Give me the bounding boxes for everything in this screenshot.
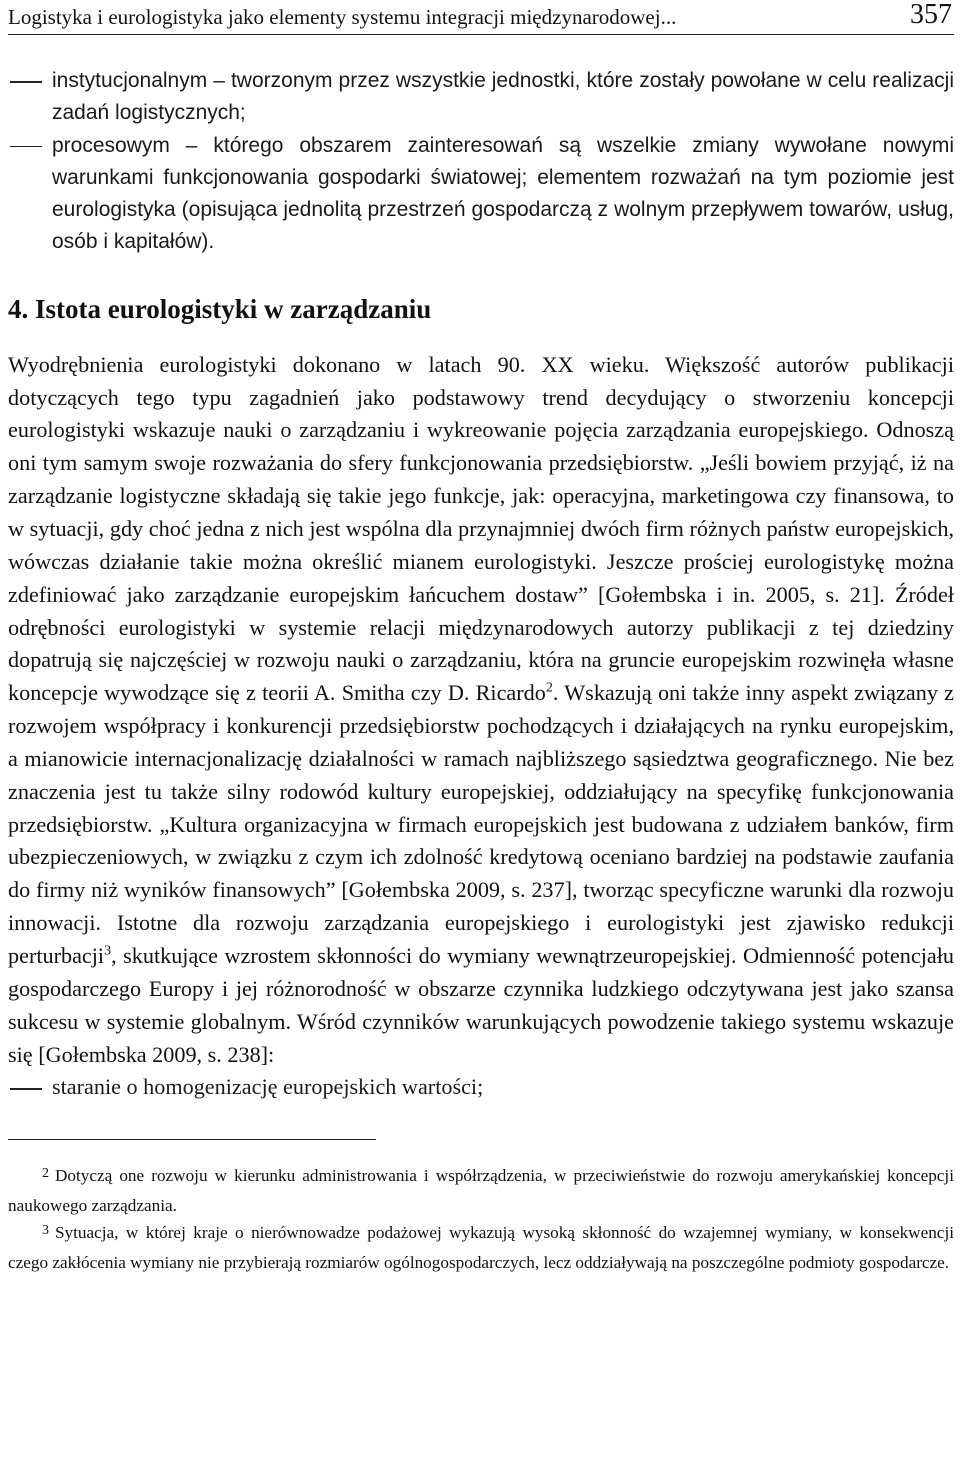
running-title: Logistyka i eurologistyka jako elementy systemu integracji międzynarodowej...: [8, 5, 677, 29]
footnote-reference[interactable]: 3: [104, 943, 112, 959]
dash-list-top: [8, 65, 954, 259]
footnote: [8, 1219, 954, 1276]
footnote-mark: 3: [42, 1223, 49, 1239]
footnote-text: Dotyczą one rozwoju w kierunku administrowania i współrządzenia, w przeciwieństwie do rozwoju amerykańskiej koncepcji naukowego zarządzania.: [8, 1166, 954, 1215]
body-text-part-1: Wyodrębnienia eurologistyki dokonano w latach 90. XX wieku. Większość autorów publikacji dotyczących tego typu zagadnień jako podstawowy trend decydujący o stworzeniu koncepcji eurologistyki wskazuje nauki o zarządzaniu i wykreowanie pojęcia zarządzania europejskiego. Odnoszą oni tym samym swoje rozważania do sfery funkcjonowania przedsiębiorstw. „Jeśli bowiem przyjąć, iż na zarządzanie logistyczne składają się takie jego funkcje, jak: operacyjna, marketingowa czy finansowa, to w sytuacji, gdy choć jedna z nich jest wspólna dla przynajmniej dwóch firm różnych państw europejskich, wówczas działanie takie można określić mianem eurologistyki. Jeszcze prościej eurologistykę można zdefiniować jako zarządzanie europejskim łańcuchem dostaw” [Gołembska i in. 2005, s. 21]. Źródeł odrębności eurologistyki w systemie relacji międzynarodowych autorzy publikacji z tej dziedziny dopatrują się najczęściej w rozwoju nauki o zarządzaniu, która na gruncie europejskim rozwinęła własne koncepcje wywodzące się z teorii A. Smitha czy D. Ricardo: [8, 351, 954, 706]
section-heading: 4. Istota eurologistyki w zarządzaniu: [8, 293, 432, 324]
book-page: [8, 0, 954, 1276]
footnotes: [8, 1162, 954, 1276]
footnote-reference[interactable]: 2: [545, 680, 553, 696]
list-item: procesowym – którego obszarem zainteresowań są wszelkie zmiany wywołane nowymi warunkami funkcjonowania gospodarki światowej; elementem rozważań na tym poziomie jest eurologistyka (opisująca jednolitą przestrzeń gospodarczą z wolnym przepływem towarów, usług, osób i kapitałów).: [8, 130, 954, 259]
body-text-part-2: . Wskazują oni także inny aspekt związany z rozwojem współpracy i konkurencji przedsiębiorstw pochodzących i działających na rynku europejskim, a mianowicie internacjonalizację działalności w ramach najbliższego sąsiedztwa geograficznego. Nie bez znaczenia jest tu także silny rodowód kultury europejskiej, oddziałujący na specyfikę funkcjonowania przedsiębiorstw. „Kultura organizacyjna w firmach europejskich jest budowana z udziałem banków, firm ubezpieczeniowych, w związku z czym ich zdolność kredytową oceniano bardziej na podstawie zaufania do firmy niż wyników finansowych” [Gołembska 2009, s. 237], tworząc specyficzne warunki dla rozwoju innowacji. Istotne dla rozwoju zarządzania europejskiego i eurologistyki jest zjawisko redukcji perturbacji: [8, 680, 954, 968]
body-text-part-3: , skutkujące wzrostem skłonności do wymiany wewnątrzeuropejskiej. Odmienność potencjału gospodarczego Europy i jej różnorodność w obszarze czynnika ludzkiego odczytywana jest jako szansa sukcesu w systemie globalnym. Wśród czynników warunkujących powodzenie takiego systemu wskazuje się [Gołembska 2009, s. 238]:: [8, 942, 954, 1067]
list-item: staranie o homogenizację europejskich wartości;: [8, 1071, 954, 1104]
running-header: [8, 0, 954, 35]
page-number: 357: [910, 0, 952, 30]
footnote-divider: [8, 1139, 376, 1140]
list-item: instytucjonalnym – tworzonym przez wszystkie jednostki, które zostały powołane w celu realizacji zadań logistycznych;: [8, 65, 954, 130]
body-paragraph: [8, 349, 954, 1072]
footnote: [8, 1162, 954, 1219]
footnote-text: Sytuacja, w której kraje o nierównowadze podażowej wykazują wysoką skłonność do wzajemnej wymiany, w konsekwencji czego zakłócenia wymiany nie przybierają rozmiarów ogólnogospodarczych, lecz oddziaływają na poszczególne podmioty gospodarcze.: [8, 1223, 954, 1272]
footnote-mark: 2: [42, 1166, 49, 1182]
dash-list-bottom: [8, 1071, 954, 1104]
